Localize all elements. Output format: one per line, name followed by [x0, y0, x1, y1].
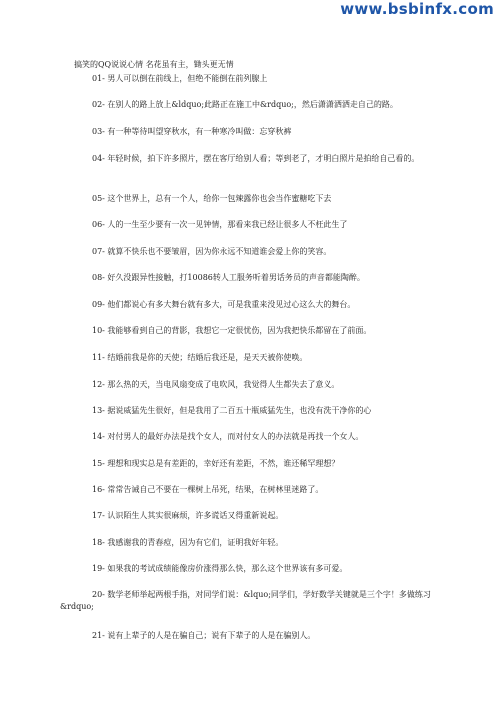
list-item-08: 08- 好久没跟异性接触，打10086转人工服务听着男话务员的声音都能陶醉。: [92, 273, 365, 282]
list-item-02: 02- 在别人的路上放上&ldquo;此路正在施工中&rdquo;，然后潇潇洒洒走自己的路。: [92, 100, 398, 109]
list-item-17: 17- 认识陌生人其实很麻烦，许多谎话又得重新说起。: [92, 511, 284, 520]
list-item-05: 05- 这个世界上，总有一个人，给你一包辣露你也会当作蜜糖吃下去: [92, 194, 332, 203]
list-item-19: 19- 如果我的考试成绩能像房价涨得那么快，那么这个世界该有多可爱。: [92, 564, 348, 573]
list-item-11: 11- 结婚前我是你的天使；结婚后我还是，是天天被你使唤。: [92, 353, 308, 362]
list-item-04: 04- 年轻时候，拍下许多照片，摆在客厅给别人看；等到老了，才明白照片是拍给自己看的。: [92, 154, 420, 163]
site-watermark: www.bsbinfx.com: [340, 0, 494, 18]
list-item-12: 12- 那么热的天，当电风扇变成了电吹风，我觉得人生都失去了意义。: [92, 380, 340, 389]
list-item-15: 15- 理想和现实总是有差距的，幸好还有差距，不然，谁还稀罕理想？: [92, 459, 340, 468]
list-item-10: 10- 我能够看到自己的背影，我想它一定很忧伤，因为我把快乐都留在了前面。: [92, 326, 372, 335]
list-item-21: 21- 说有上辈子的人是在骗自己；说有下辈子的人是在骗别人。: [92, 631, 316, 640]
list-item-06: 06- 人的一生至少要有一次一见钟情，那看来我已经让很多人不枉此生了: [92, 220, 348, 229]
list-item-03: 03- 有一种等待叫望穿秋水，有一种寒冷叫做：忘穿秋裤: [92, 127, 292, 136]
document-title: 搞笑的QQ说说心情 名花虽有主，锄头更无情: [74, 60, 234, 69]
list-item-07: 07- 就算不快乐也不要皱眉，因为你永远不知道谁会爱上你的笑容。: [92, 247, 332, 256]
list-item-20: 20- 数学老师举起两根手指，对同学们说：&lquo;同学们，学好数学关键就是三个字！多做练习&rdquo;: [60, 590, 431, 611]
list-item-09: 09- 他们都说心有多大舞台就有多大，可是我重来没见过心这么大的舞台。: [92, 300, 356, 309]
list-item-18: 18- 我感谢我的青春痘，因为有它们，证明我好年轻。: [92, 538, 284, 547]
list-item-01: 01- 男人可以倒在前线上，但绝不能倒在前列腺上: [92, 74, 268, 83]
list-item-14: 14- 对付男人的最好办法是找个女人，而对付女人的办法就是再找一个女人。: [92, 432, 364, 441]
list-item-13: 13- 据说威猛先生很好，但是我用了二百五十瓶威猛先生，也没有洗干净你的心: [92, 406, 372, 415]
list-item-16: 16- 常常告诫自己不要在一棵树上吊死，结果，在树林里迷路了。: [92, 485, 324, 494]
